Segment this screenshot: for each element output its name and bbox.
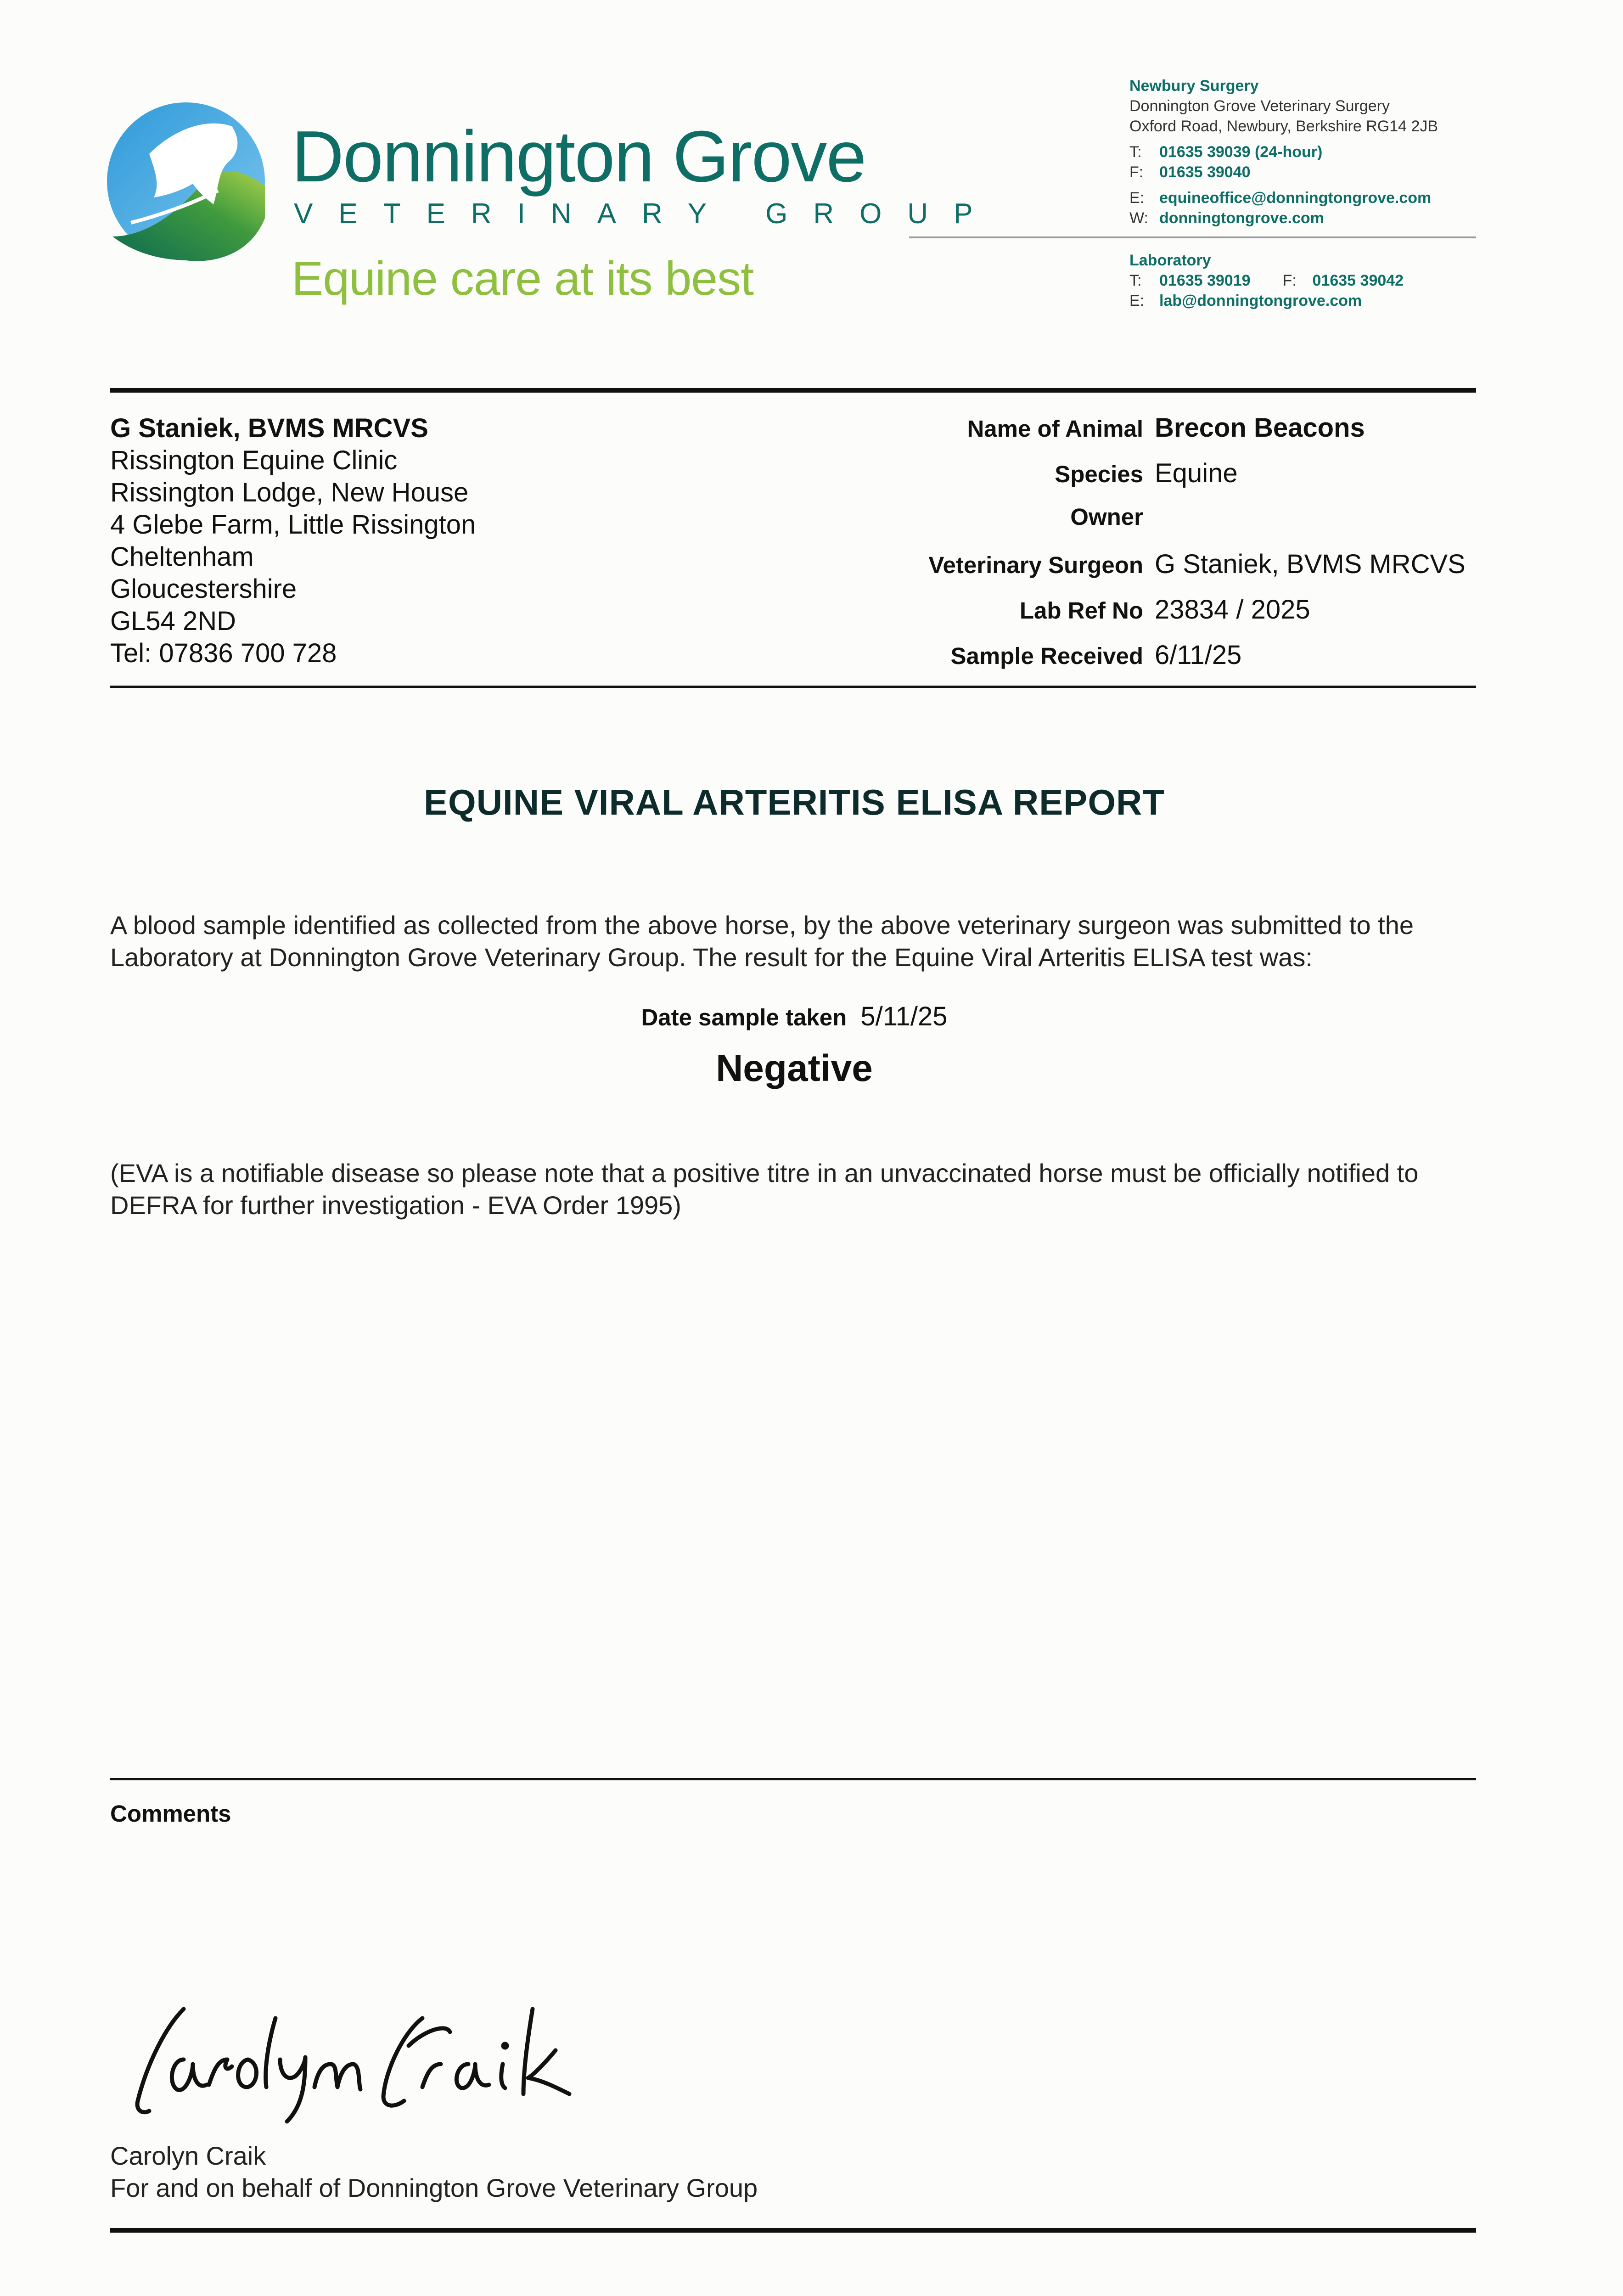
recipient-line: Cheltenham xyxy=(110,542,254,572)
labref-label: Lab Ref No xyxy=(1019,597,1143,624)
notifiable-note: (EVA is a notifiable disease so please note that a positive titre in an unvaccinated horse must be officially notified to DEFRA for further investigation - EVA Order 1995) xyxy=(110,1159,1419,1220)
details-rule xyxy=(110,686,1476,688)
report-intro: A blood sample identified as collected from the above horse, by the above veterinary surgeon was submitted to the Laboratory at Donnington Grove Veterinary Group. The result for the Equine Viral Arteritis ELISA test was: xyxy=(110,911,1414,972)
brand-name: Donnington Grove xyxy=(292,116,866,197)
animal-name-value: Brecon Beacons xyxy=(1155,413,1365,443)
detail-row-vet xyxy=(826,549,1476,594)
surgery-fax: 01635 39040 xyxy=(1159,163,1251,181)
footer-rule xyxy=(110,2228,1476,2233)
laboratory-heading: Laboratory xyxy=(1129,252,1211,269)
date-taken-value: 5/11/25 xyxy=(860,1002,948,1031)
date-sample-taken xyxy=(0,1001,1589,1032)
detail-row-received xyxy=(826,640,1476,685)
owner-label: Owner xyxy=(1070,504,1143,530)
laboratory-contact xyxy=(1129,250,1404,311)
recipient-line: GL54 2ND xyxy=(110,606,236,636)
signature-image xyxy=(129,1991,725,2128)
recipient-line: 4 Glebe Farm, Little Rissington xyxy=(110,510,476,540)
surgery-heading: Newbury Surgery xyxy=(1129,77,1259,95)
surgery-email-label: E: xyxy=(1129,189,1145,207)
recipient-line: Rissington Equine Clinic xyxy=(110,445,398,475)
contact-divider xyxy=(909,236,1476,238)
brand-tagline: Equine care at its best xyxy=(292,252,754,305)
recipient-address xyxy=(110,412,476,670)
laboratory-fax: 01635 39042 xyxy=(1312,272,1404,289)
species-label: Species xyxy=(1055,461,1143,487)
surgery-address-line-1: Donnington Grove Veterinary Surgery xyxy=(1129,97,1390,115)
header-rule xyxy=(110,388,1476,393)
recipient-name: G Staniek, BVMS MRCVS xyxy=(110,413,428,443)
date-taken-label: Date sample taken xyxy=(641,1004,847,1030)
animal-details xyxy=(826,412,1476,685)
species-value: Equine xyxy=(1155,458,1238,488)
surgery-web-link[interactable]: donningtongrove.com xyxy=(1159,209,1324,227)
received-value: 6/11/25 xyxy=(1155,640,1242,670)
detail-row-labref xyxy=(826,594,1476,640)
surgery-contact xyxy=(1129,76,1438,228)
detail-row-owner xyxy=(826,503,1476,549)
vet-value: G Staniek, BVMS MRCVS xyxy=(1155,549,1466,579)
vet-label: Veterinary Surgeon xyxy=(928,552,1143,578)
laboratory-tel: 01635 39019 xyxy=(1159,272,1251,289)
brand-subtitle: VETERINARY GROUP xyxy=(294,198,999,230)
animal-name-label: Name of Animal xyxy=(967,416,1143,442)
logo-mark xyxy=(103,99,269,264)
detail-row-animal xyxy=(826,412,1476,458)
comments-label: Comments xyxy=(110,1801,231,1827)
surgery-web-label: W: xyxy=(1129,209,1148,227)
recipient-line: Rissington Lodge, New House xyxy=(110,478,469,507)
received-label: Sample Received xyxy=(950,643,1143,669)
surgery-address-line-2: Oxford Road, Newbury, Berkshire RG14 2JB xyxy=(1129,118,1438,135)
comments-rule xyxy=(110,1778,1476,1780)
report-title: EQUINE VIRAL ARTERITIS ELISA REPORT xyxy=(424,782,1165,822)
recipient-line: Gloucestershire xyxy=(110,574,297,604)
detail-row-species xyxy=(826,458,1476,503)
test-result: Negative xyxy=(716,1047,873,1089)
laboratory-email-link[interactable]: lab@donningtongrove.com xyxy=(1159,292,1362,310)
signer-block xyxy=(110,2140,758,2204)
surgery-tel-label: T: xyxy=(1129,143,1142,161)
signer-name: Carolyn Craik xyxy=(110,2141,266,2170)
laboratory-email-label: E: xyxy=(1129,292,1145,310)
surgery-email-link[interactable]: equineoffice@donningtongrove.com xyxy=(1159,189,1432,207)
labref-value: 23834 / 2025 xyxy=(1155,595,1310,625)
surgery-fax-label: F: xyxy=(1129,163,1144,181)
surgery-tel: 01635 39039 (24-hour) xyxy=(1159,143,1323,161)
signer-on-behalf: For and on behalf of Donnington Grove Veterinary Group xyxy=(110,2173,758,2202)
recipient-phone: Tel: 07836 700 728 xyxy=(110,638,337,668)
laboratory-tel-label: T: xyxy=(1129,272,1142,289)
laboratory-fax-label: F: xyxy=(1282,272,1297,289)
